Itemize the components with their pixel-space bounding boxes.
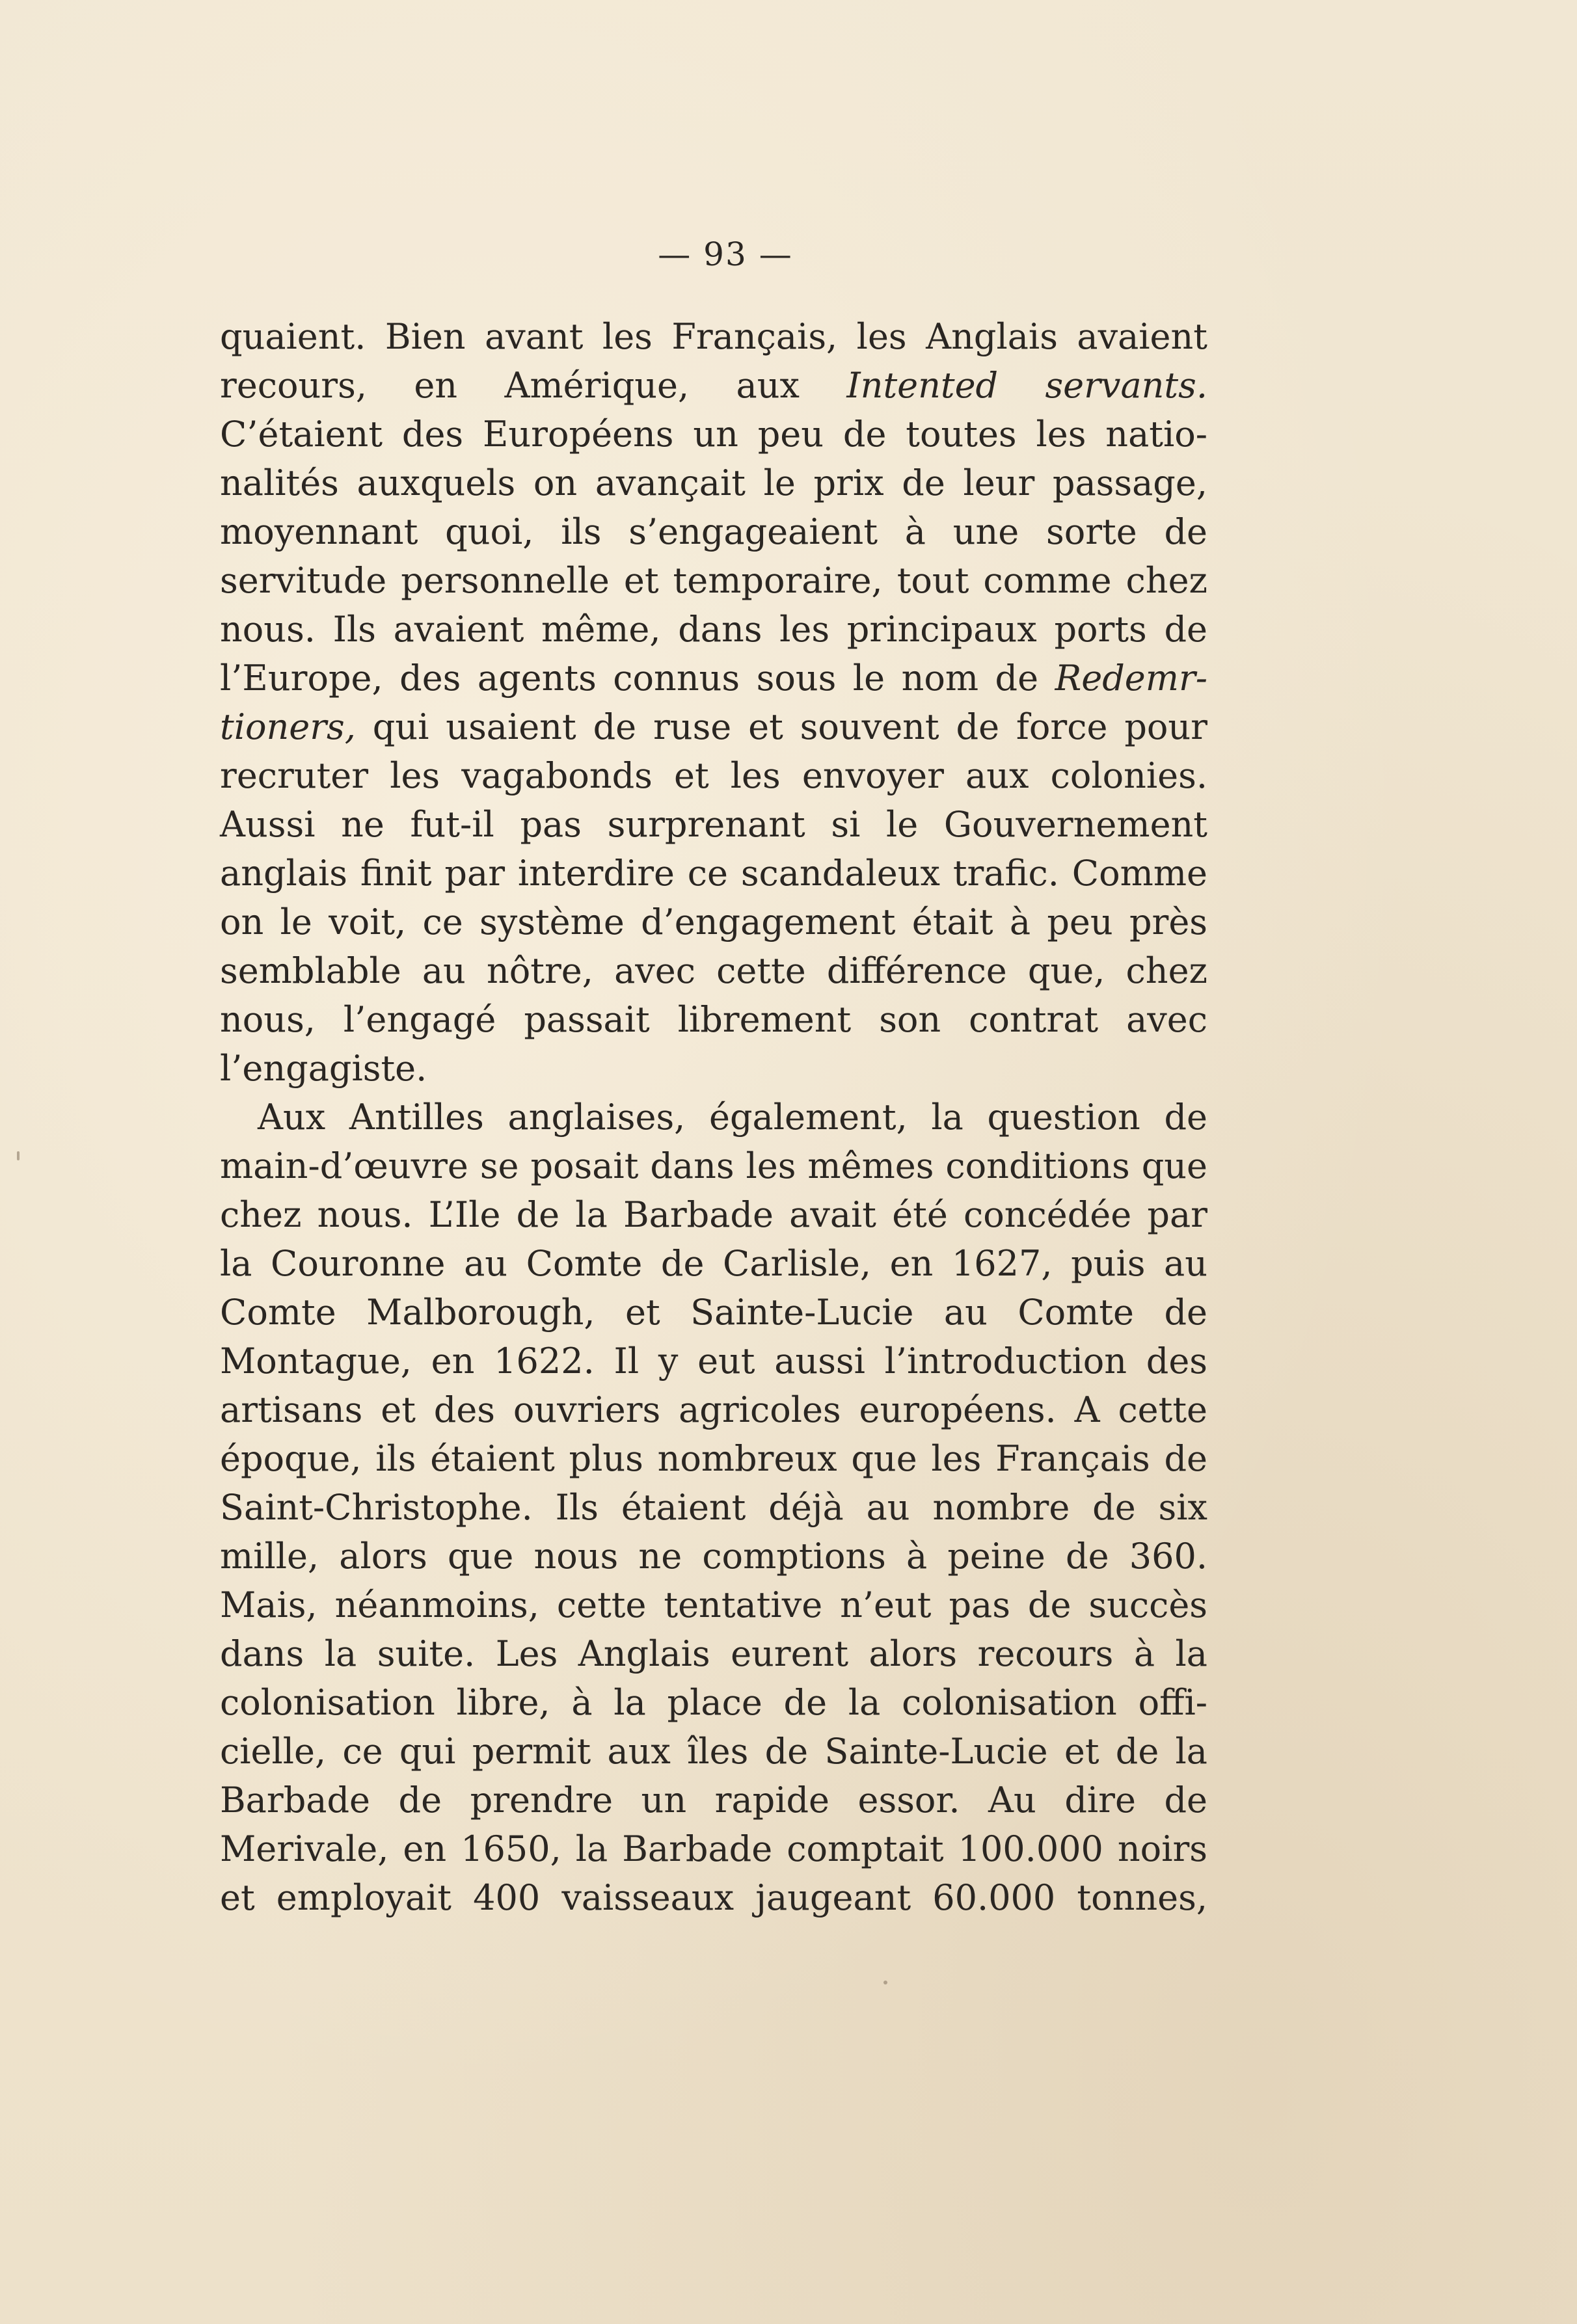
text-line: Aux Antilles anglaises, également, la question de <box>258 1097 1207 1138</box>
text-line: l’engagiste. <box>220 1048 427 1089</box>
text-line: nous, l’engagé passait librement son contrat avec <box>220 999 1207 1040</box>
text-line: chez nous. L’Ile de la Barbade avait été concédée par <box>220 1194 1207 1235</box>
text-line: Barbade de prendre un rapide essor. Au dire de <box>220 1780 1207 1821</box>
text-line: cielle, ce qui permit aux îles de Sainte-Lucie et de la <box>220 1731 1207 1772</box>
text-line: artisans et des ouvriers agricoles européens. A cette <box>220 1389 1207 1430</box>
text-line: mille, alors que nous ne comptions à peine de 360. <box>220 1536 1207 1577</box>
text-line: Aussi ne fut-il pas surprenant si le Gouvernement <box>220 804 1207 845</box>
text-line: et employait 400 vaisseaux jaugeant 60.000 tonnes, <box>220 1877 1207 1918</box>
text-line: Montague, en 1622. Il y eut aussi l’introduction des <box>220 1341 1207 1382</box>
page-number: — 93 — <box>658 235 793 273</box>
text-line: semblable au nôtre, avec cette différence que, chez <box>220 950 1207 991</box>
italic-term-intented-servants: Intented servants. <box>846 365 1207 406</box>
text-line: Merivale, en 1650, la Barbade comptait 100.000 noirs <box>220 1828 1207 1869</box>
text-line: C’étaient des Européens un peu de toutes les natio- <box>220 414 1207 455</box>
text-line: tioners, qui usaient de ruse et souvent de force pour <box>220 706 1207 747</box>
text-line: l’Europe, des agents connus sous le nom de Redemr- <box>220 658 1207 699</box>
text-line: Comte Malborough, et Sainte-Lucie au Comte de <box>220 1292 1207 1333</box>
text-line: recruter les vagabonds et les envoyer aux colonies. <box>220 755 1207 796</box>
text-line: la Couronne au Comte de Carlisle, en 1627, puis au <box>220 1243 1207 1284</box>
text-line: on le voit, ce système d’engagement était à peu près <box>220 902 1207 942</box>
text-line: servitude personnelle et temporaire, tout comme chez <box>220 560 1207 601</box>
text-line: époque, ils étaient plus nombreux que les Français de <box>220 1438 1207 1479</box>
paragraph-2 <box>220 1093 1207 1922</box>
text-line: Saint-Christophe. Ils étaient déjà au nombre de six <box>220 1487 1207 1528</box>
text-line: Mais, néanmoins, cette tentative n’eut pas de succès <box>220 1584 1207 1625</box>
text-line: nalités auxquels on avançait le prix de leur passage, <box>220 462 1207 503</box>
paper-speck <box>17 1151 20 1160</box>
text-line: anglais finit par interdire ce scandaleux trafic. Comme <box>220 853 1207 894</box>
text-line: quaient. Bien avant les Français, les Anglais avaient <box>220 316 1207 357</box>
text-line: dans la suite. Les Anglais eurent alors recours à la <box>220 1633 1207 1674</box>
italic-term-redemptioners-start: Redemr- <box>1055 658 1207 699</box>
text-line: recours, en Amérique, aux Intented servants. <box>220 365 1207 406</box>
text-line: nous. Ils avaient même, dans les principaux ports de <box>220 609 1207 650</box>
italic-term-redemptioners-end: tioners, <box>220 706 356 747</box>
text-line: moyennant quoi, ils s’engageaient à une sorte de <box>220 511 1207 552</box>
paragraph-1 <box>220 312 1207 1093</box>
paper-speck <box>883 1981 887 1984</box>
text-line: main-d’œuvre se posait dans les mêmes conditions que <box>220 1145 1207 1186</box>
body-text <box>220 312 1207 1922</box>
text-line: colonisation libre, à la place de la colonisation offi- <box>220 1682 1207 1723</box>
